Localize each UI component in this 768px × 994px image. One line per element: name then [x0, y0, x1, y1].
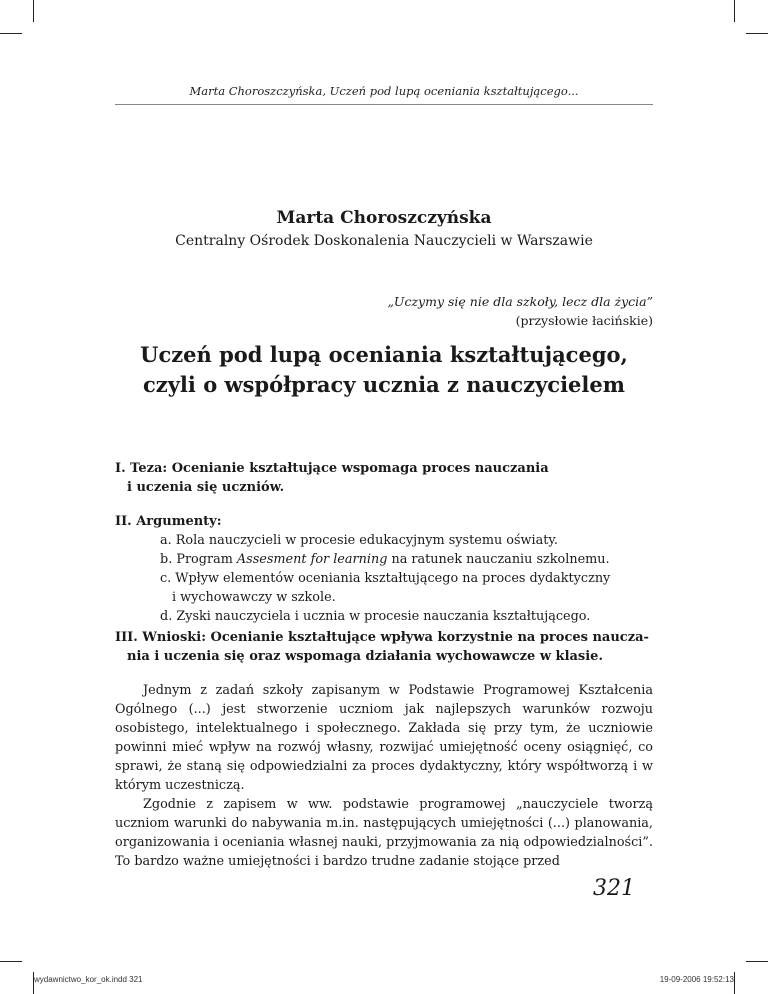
- motto-source: (przysłowie łacińskie): [515, 313, 653, 328]
- paragraph-1: Jednym z zadań szkoły zapisanym w Podstawie Programowej Kształcenia Ogólnego (...) jest stworzenie uczniom jak najlepszych warunków rozwoju osobistego, intelektualnego i społecznego. Zakłada się przy tym, że uczniowie powinni mieć wpływ na rozwój własny, rozwijać umiejętność oceny osiągnięć, co sprawi, że staną się odpowiedzialni za proces dydaktyczny, który współtworzą i w którym uczestniczą.: [115, 683, 653, 793]
- thesis-section: [115, 459, 655, 497]
- crop-mark-br-v: [734, 972, 735, 994]
- author-affiliation: Centralny Ośrodek Doskonalenia Nauczycieli w Warszawie: [175, 233, 593, 249]
- conclusions-line-1: III. Wnioski: Ocenianie kształtujące wpływa korzystnie na proces naucza-: [115, 630, 649, 645]
- thesis-line-2: i uczenia się uczniów.: [127, 480, 285, 495]
- arguments-list: [160, 531, 655, 626]
- title-line-2: czyli o współpracy ucznia z nauczycielem: [143, 372, 625, 397]
- crop-mark-tr-v: [734, 0, 735, 22]
- argument-b-post: na ratunek nauczaniu szkolnemu.: [387, 552, 610, 567]
- argument-c-line-1: c. Wpływ elementów oceniania kształtującego na proces dydaktyczny: [160, 571, 611, 586]
- paragraph-2: Zgodnie z zapisem w ww. podstawie programowej „nauczyciele tworzą uczniom warunki do nabywania m.in. następujących umiejętności (...) planowania, organizowania i oceniania własnej nauki, przyjmowania za nią odpowiedzialności”. To bardzo ważne umiejętności i bardzo trudne zadanie stojące przed: [115, 797, 653, 869]
- argument-b: [160, 550, 655, 569]
- crop-mark-tl-v: [33, 0, 34, 22]
- header-divider: [115, 104, 653, 105]
- argument-b-program: Assesment for learning: [236, 552, 388, 567]
- conclusions-line-2: nia i uczenia się oraz wspomaga działania wychowawcze w klasie.: [127, 649, 603, 664]
- argument-a: a. Rola nauczycieli w procesie edukacyjnym systemu oświaty.: [160, 533, 558, 548]
- crop-mark-tl-h: [0, 33, 22, 34]
- title-line-1: Uczeń pod lupą oceniania kształtującego,: [140, 342, 628, 367]
- footer-timestamp: 19-09-2006 19:52:13: [659, 975, 734, 984]
- thesis-line-1: I. Teza: Ocenianie kształtujące wspomaga proces nauczania: [115, 461, 549, 476]
- arguments-section: [115, 512, 655, 626]
- running-header: Marta Choroszczyńska, Uczeń pod lupą oceniania kształtującego...: [189, 84, 579, 98]
- motto-quote: „Uczymy się nie dla szkoły, lecz dla życia”: [387, 294, 653, 309]
- argument-b-pre: b. Program: [160, 552, 237, 567]
- page-number: 321: [593, 876, 635, 901]
- article-title: [0, 340, 768, 400]
- motto: [387, 292, 653, 330]
- crop-mark-br-h: [746, 961, 768, 962]
- conclusions-section: [115, 628, 655, 666]
- crop-mark-tr-h: [746, 33, 768, 34]
- argument-d: d. Zyski nauczyciela i ucznia w procesie nauczania kształtującego.: [160, 609, 591, 624]
- arguments-heading: II. Argumenty:: [115, 514, 222, 529]
- crop-mark-bl-h: [0, 961, 22, 962]
- footer-file-info: wydawnictwo_kor_ok.indd 321: [34, 975, 143, 984]
- body-text: [115, 681, 653, 871]
- argument-c-line-2: i wychowawczy w szkole.: [172, 590, 336, 605]
- author-name: Marta Choroszczyńska: [276, 208, 492, 228]
